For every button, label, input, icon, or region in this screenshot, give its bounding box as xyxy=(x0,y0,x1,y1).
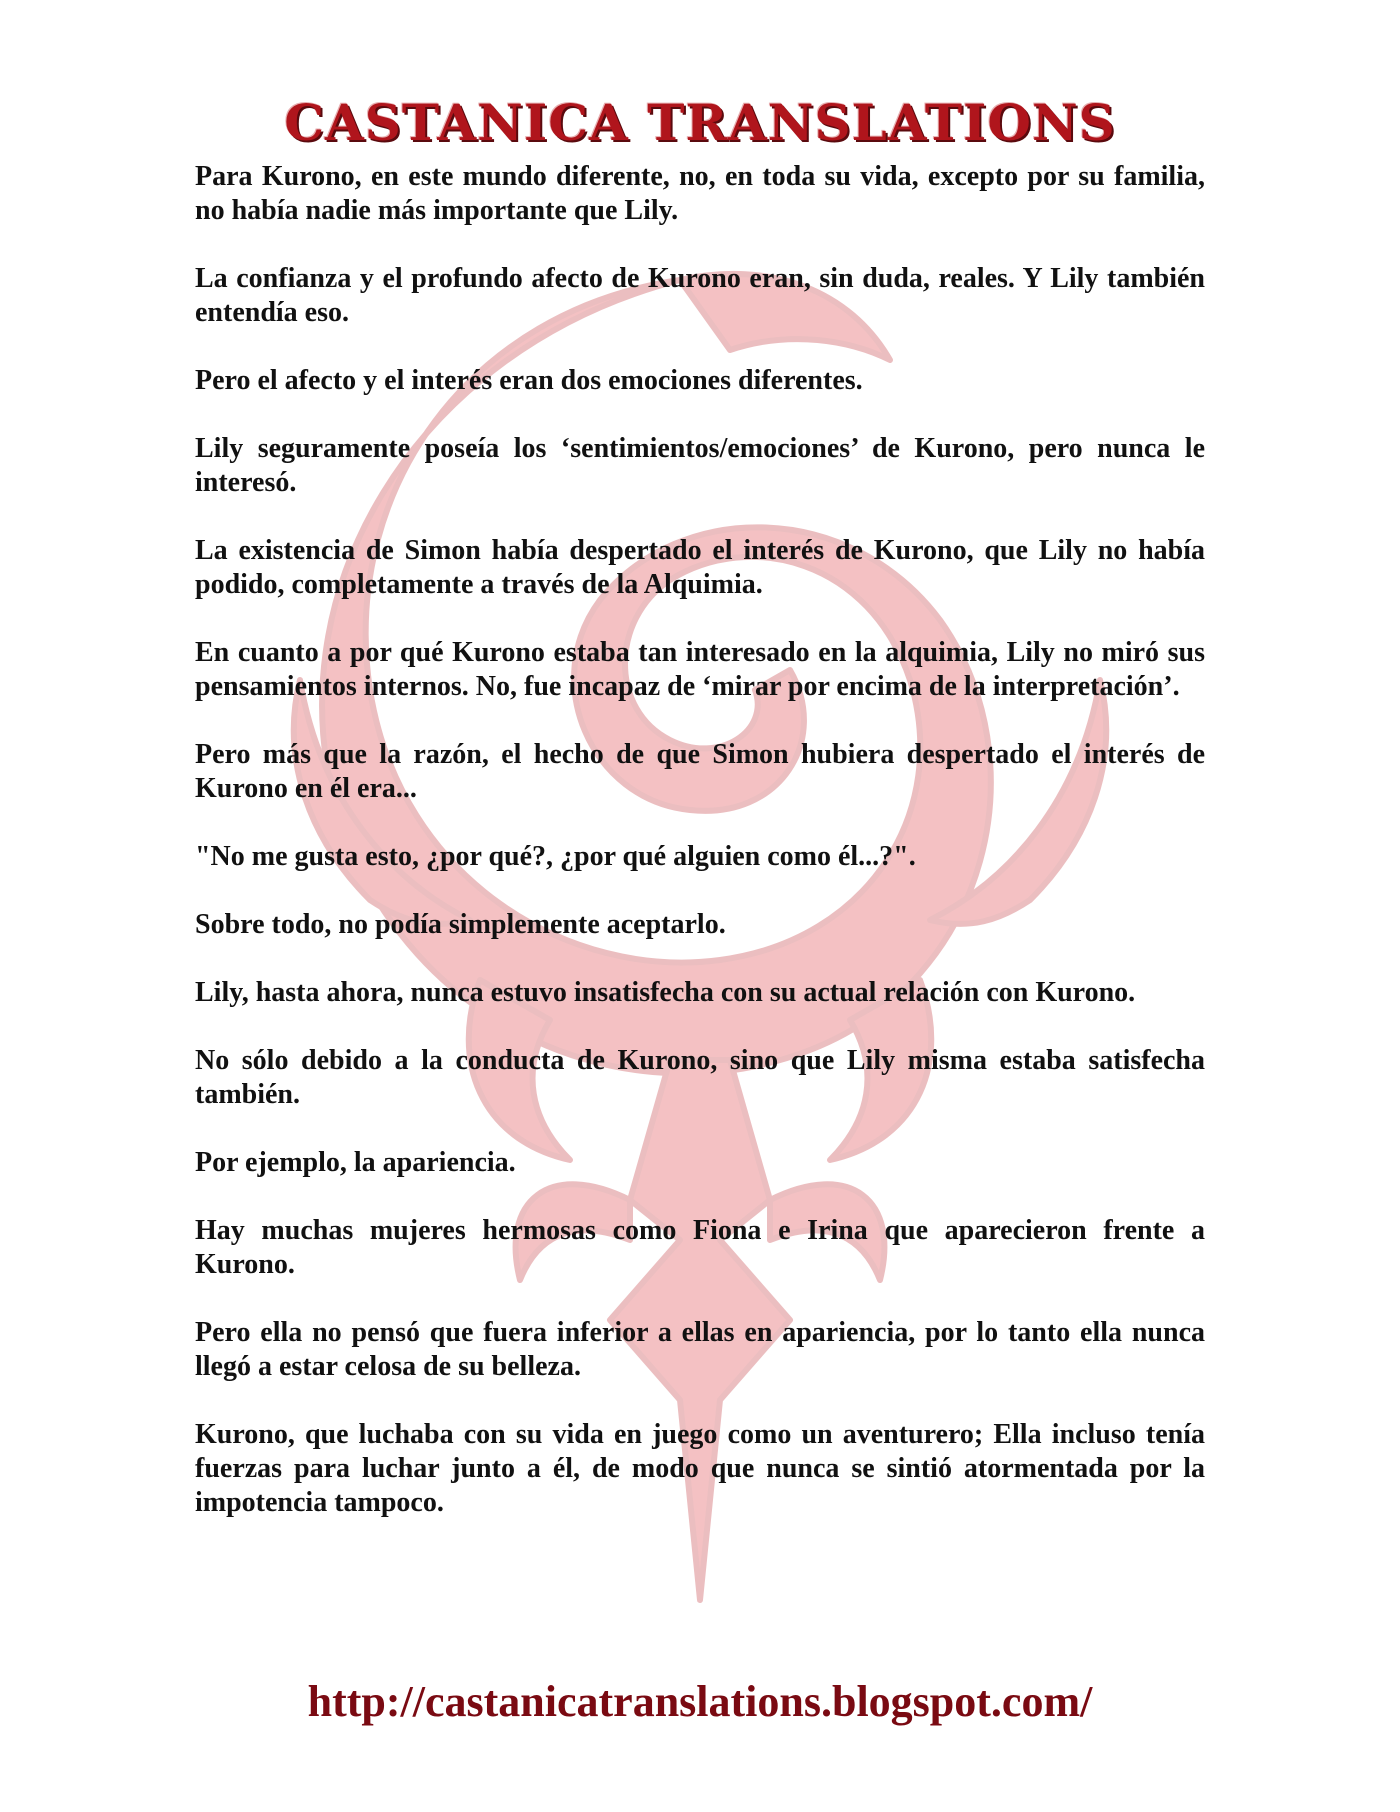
paragraph: Lily seguramente poseía los ‘sentimientos/emociones’ de Kurono, pero nunca le interesó. xyxy=(195,433,1205,498)
paragraph: Para Kurono, en este mundo diferente, no, en toda su vida, excepto por su familia, no había nadie más importante que Lily. xyxy=(195,161,1205,226)
paragraph: La confianza y el profundo afecto de Kurono eran, sin duda, reales. Y Lily también entendía eso. xyxy=(195,263,1205,328)
paragraph: Por ejemplo, la apariencia. xyxy=(195,1147,516,1178)
paragraph: "No me gusta esto, ¿por qué?, ¿por qué alguien como él...?". xyxy=(195,841,916,872)
paragraph: Hay muchas mujeres hermosas como Fiona e Irina que aparecieron frente a Kurono. xyxy=(195,1215,1205,1280)
paragraph: En cuanto a por qué Kurono estaba tan interesado en la alquimia, Lily no miró sus pensamientos internos. No, fue incapaz de ‘mirar por encima de la interpretación’. xyxy=(195,637,1205,702)
paragraph: Sobre todo, no podía simplemente aceptarlo. xyxy=(195,909,726,940)
paragraph: No sólo debido a la conducta de Kurono, sino que Lily misma estaba satisfecha también. xyxy=(195,1045,1205,1110)
paragraph: Kurono, que luchaba con su vida en juego como un aventurero; Ella incluso tenía fuerzas para luchar junto a él, de modo que nunca se sintió atormentada por la impotencia tampoco. xyxy=(195,1419,1205,1518)
paragraph: Pero ella no pensó que fuera inferior a ellas en apariencia, por lo tanto ella nunca llegó a estar celosa de su belleza. xyxy=(195,1317,1205,1382)
paragraph: La existencia de Simon había despertado el interés de Kurono, que Lily no había podido, completamente a través de la Alquimia. xyxy=(195,535,1205,600)
paragraph: Lily, hasta ahora, nunca estuvo insatisfecha con su actual relación con Kurono. xyxy=(195,977,1136,1008)
blog-url-link[interactable]: http://castanicatranslations.blogspot.com/ xyxy=(307,1677,1093,1726)
paragraph: Pero el afecto y el interés eran dos emociones diferentes. xyxy=(195,365,863,396)
site-title: CASTANICA TRANSLATIONS xyxy=(284,93,1116,152)
paragraph: Pero más que la razón, el hecho de que Simon hubiera despertado el interés de Kurono en él era... xyxy=(195,739,1205,804)
chapter-text xyxy=(195,160,1205,1554)
